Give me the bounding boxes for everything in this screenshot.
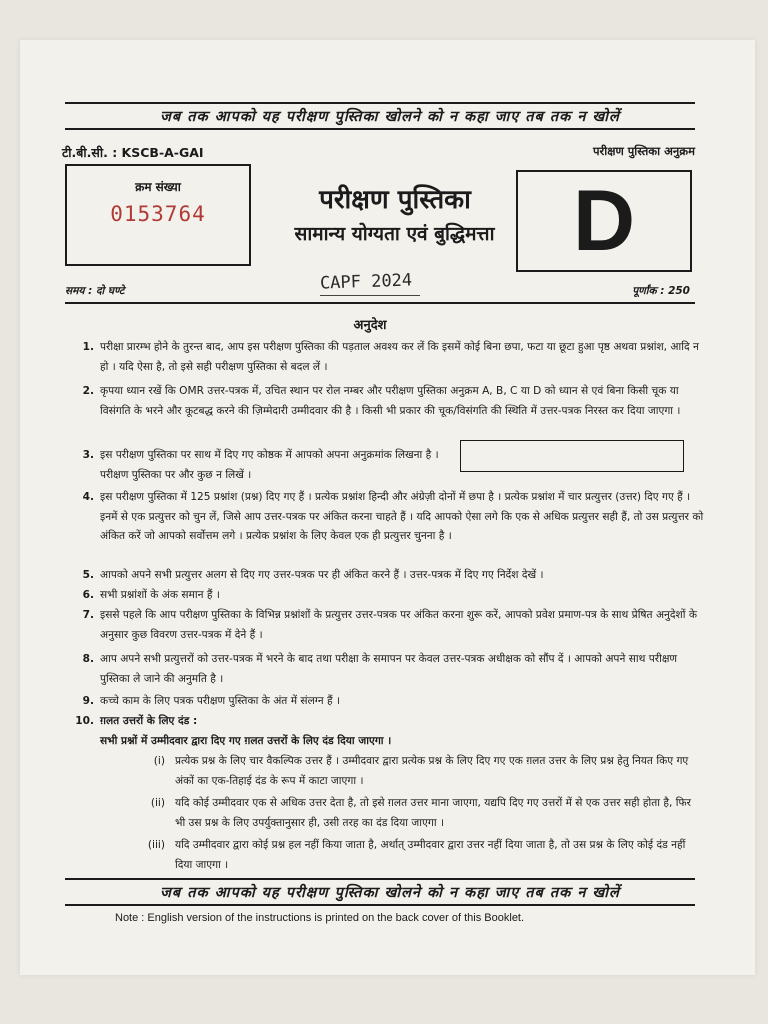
bottom-banner: जब तक आपको यह परीक्षण पुस्तिका खोलने को न कहा जाए तब तक न खोलें	[160, 885, 620, 901]
top-banner: जब तक आपको यह परीक्षण पुस्तिका खोलने को न कहा जाए तब तक न खोलें	[160, 109, 620, 125]
instruction-text: इस परीक्षण पुस्तिका में 125 प्रश्नांश (प्रश्न) दिए गए हैं । प्रत्येक प्रश्नांश हिन्दी और अंग्रेज़ी दोनों में छपा है । प्रत्येक प्रश्नांश में चार प्रत्युत्तर (उत्तर) दिए गए हैं । इनमें से एक प्रत्युत्तर को चुन लें, जिसे आप उत्तर-पत्रक पर अंकित करना चाहते हैं । यदि आपको ऐसा लगे कि एक से अधिक प्रत्युत्तर सही हैं, तो उस प्रत्युत्तर को अंकित करें जो आपको सर्वोत्तम लगे । प्रत्येक प्रश्नांश के लिए केवल एक ही प्रत्युत्तर चुनना है ।	[100, 491, 704, 542]
instruction-text: सभी प्रश्नांशों के अंक समान हैं ।	[100, 589, 220, 601]
instruction-number: 9.	[82, 695, 94, 707]
instruction-text: कृपया ध्यान रखें कि OMR उत्तर-पत्रक में, उचित स्थान पर रोल नम्बर और परीक्षण पुस्तिका अनुक्रम A, B, C या D को ध्यान से एवं बिना किसी चूक या विसंगति के भरने और कूटबद्ध करने की ज़िम्मेदारी उम्मीदवार की है । किसी भी प्रकार की चूक/विसंगति की स्थिति में उत्तर-पत्रक निरस्त कर दिया जाएगा ।	[100, 385, 681, 417]
instruction-item	[75, 712, 705, 732]
tbc-code: टी.बी.सी. : KSCB-A-GAI	[62, 145, 204, 160]
top-rule-lower	[65, 128, 695, 130]
booklet-title: परीक्षण पुस्तिका	[319, 185, 471, 215]
instruction-item	[82, 606, 705, 645]
instruction-number: 3.	[82, 449, 94, 461]
instruction-number: 2.	[82, 385, 94, 397]
penalty-number: (iii)	[147, 839, 165, 851]
series-letter-box	[516, 170, 692, 272]
instruction-item	[82, 566, 705, 586]
bottom-rule	[65, 878, 695, 880]
top-rule	[65, 102, 695, 104]
instruction-item	[82, 586, 705, 606]
instruction-number: 7.	[82, 609, 94, 621]
instruction-number: 8.	[82, 653, 94, 665]
penalty-item	[147, 836, 700, 875]
bottom-rule-lower	[65, 904, 695, 906]
instructions-heading: अनुदेश	[353, 318, 387, 333]
penalty-text: प्रत्येक प्रश्न के लिए चार वैकल्पिक उत्तर हैं । उम्मीदवार द्वारा प्रत्येक प्रश्न के लिए दिए गए एक ग़लत उत्तर के लिए प्रश्न हेतु नियत किए गए अंकों का एक-तिहाई दंड के रूप में काटा जाएगा ।	[175, 755, 689, 787]
instruction-item	[82, 692, 705, 712]
instruction-text: इससे पहले कि आप परीक्षण पुस्तिका के विभिन्न प्रश्नांशों के प्रत्युत्तर उत्तर-पत्रक पर अंकित करना शुरू करें, आपको प्रवेश प्रमाण-पत्र के साथ प्रेषित अनुदेशों के अनुसार कुछ विवरण उत्तर-पत्रक में देने हैं ।	[100, 609, 698, 641]
penalty-number: (i)	[153, 755, 165, 767]
penalty-item	[150, 794, 700, 833]
english-note: Note : English version of the instructions is printed on the back cover of this Booklet.	[115, 912, 525, 924]
penalty-item	[153, 752, 700, 791]
instruction-text: इस परीक्षण पुस्तिका पर साथ में दिए गए कोष्ठक में आपको अपना अनुक्रमांक लिखना है । परीक्षण पुस्तिका पर और कुछ न लिखें ।	[100, 449, 439, 481]
series-letter: D	[572, 173, 636, 269]
header-divider	[65, 302, 695, 304]
instruction-text: आप अपने सभी प्रत्युत्तरों को उत्तर-पत्रक में भरने के बाद तथा परीक्षा के समापन पर केवल उत्तर-पत्रक अधीक्षक को सौंप दें । आपको अपने साथ परीक्षण पुस्तिका ले जाने की अनुमति है ।	[100, 653, 678, 685]
instruction-item	[82, 382, 705, 421]
penalty-text: यदि उम्मीदवार द्वारा कोई प्रश्न हल नहीं किया जाता है, अर्थात् उम्मीदवार द्वारा उत्तर नहीं दिया जाता है, तो उस प्रश्न के लिए कोई दंड नहीं दिया जाएगा ।	[175, 839, 686, 871]
instruction-item	[82, 338, 705, 377]
penalty-text: यदि कोई उम्मीदवार एक से अधिक उत्तर देता है, तो इसे ग़लत उत्तर माना जाएगा, यद्यपि दिए गए उत्तरों में से एक उत्तर सही होता है, फिर भी उस प्रश्न के लिए उपर्युक्तानुसार ही, उसी तरह का दंड दिया जाएगा ।	[175, 797, 692, 829]
booklet-subject: सामान्य योग्यता एवं बुद्धिमत्ता	[294, 223, 495, 245]
instruction-item	[82, 488, 705, 547]
instruction-item	[82, 446, 452, 485]
instruction-number: 10.	[75, 715, 94, 727]
instruction-number: 6.	[82, 589, 94, 601]
serial-number: 0153764	[110, 202, 206, 226]
instruction-item	[82, 650, 705, 689]
booklet-cover	[20, 40, 755, 975]
instruction-number: 4.	[82, 491, 94, 503]
serial-label: क्रम संख्या	[135, 180, 181, 194]
instruction-text: आपको अपने सभी प्रत्युत्तर अलग से दिए गए उत्तर-पत्रक पर ही अंकित करने हैं । उत्तर-पत्रक में दिए गए निर्देश देखें ।	[100, 569, 544, 581]
marks-label: पूर्णांक : 250	[632, 285, 690, 297]
series-label: परीक्षण पुस्तिका अनुक्रम	[592, 144, 695, 158]
instruction-text: कच्चे काम के लिए पत्रक परीक्षण पुस्तिका के अंत में संलग्न हैं ।	[100, 695, 340, 707]
roll-number-box[interactable]	[460, 440, 684, 472]
instruction-number: 5.	[82, 569, 94, 581]
penalty-intro: सभी प्रश्नों में उम्मीदवार द्वारा दिए गए ग़लत उत्तरों के लिए दंड दिया जाएगा ।	[100, 735, 392, 747]
handwritten-underline	[320, 295, 420, 296]
instruction-number: 1.	[82, 341, 94, 353]
instruction-text: परीक्षा प्रारम्भ होने के तुरन्त बाद, आप इस परीक्षण पुस्तिका की पड़ताल अवश्य कर लें कि इसमें कोई बिना छपा, फटा या छूटा हुआ पृष्ठ अथवा प्रश्नांश, आदि न हो । यदि ऐसा है, तो इसे सही परीक्षण पुस्तिका से बदल लें ।	[100, 341, 699, 373]
instruction-text: ग़लत उत्तरों के लिए दंड :	[100, 715, 198, 727]
serial-number-box	[65, 164, 251, 266]
penalty-number: (ii)	[150, 797, 165, 809]
time-label: समय : दो घण्टे	[65, 285, 125, 297]
handwritten-note: CAPF 2024	[319, 270, 413, 294]
